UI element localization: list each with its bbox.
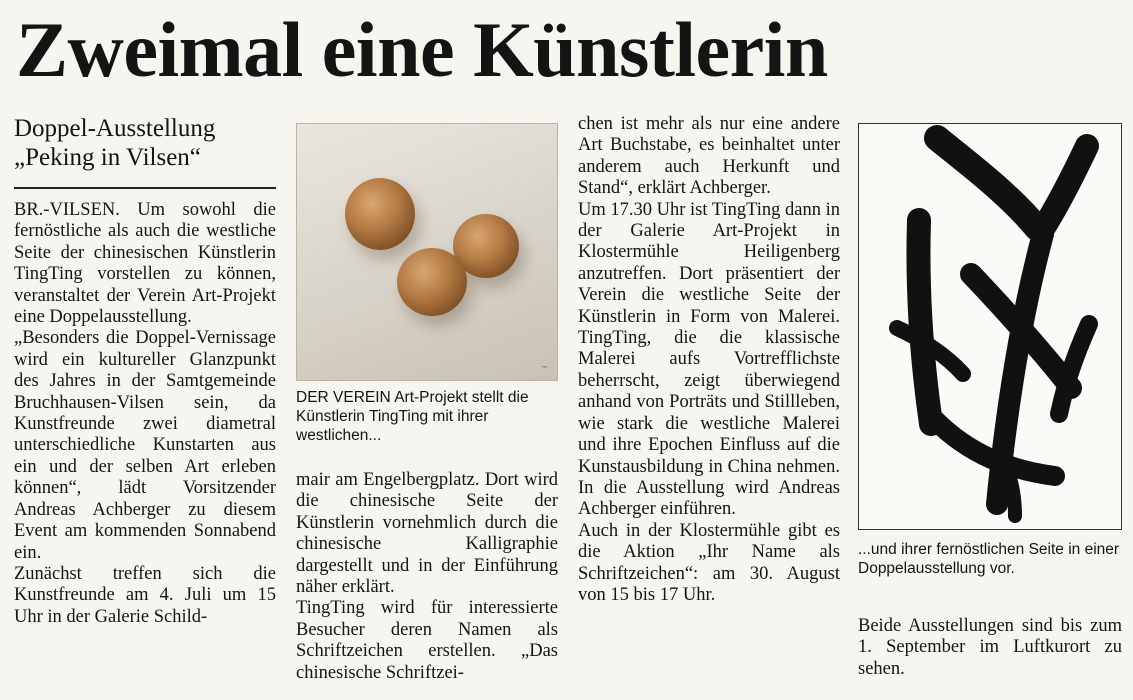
subheadline: Doppel-Ausstellung „Peking in Vilsen“ xyxy=(14,115,216,171)
article-column-4: Beide Ausstellungen sind bis zum 1. September im Luftkurort zu sehen. xyxy=(858,616,1122,679)
article-column-3: chen ist mehr als nur eine andere Art Buchstabe, es beinhaltet unter anderem auch Herkunft und Stand“, erklärt Achberger. Um 17.30 Uhr ist TingTing dann in der Galerie Art-Projekt in Klostermühle Heiligenberg anzutreffen. Dort präsentiert der Verein die westliche Seite der Künstlerin in Form von Malerei. TingTing, die die klassische Malerei aufs Vortrefflichste beherrscht, zeigt überwiegend anhand von Porträts und Stillleben, wie stark die westliche Malerei und ihre Epochen Einfluss auf die Kunstausbildung in China nehmen. In die Ausstellung wird Andreas Achberger einführen. Auch in der Klostermühle gibt es die Aktion „Ihr Name als Schriftzeichen“: am 30. August von 15 bis 17 Uhr. xyxy=(578,114,840,605)
article-column-2: mair am Engelbergplatz. Dort wird die chinesische Seite der Künstlerin vornehmlich durch die chinesische Kalligraphie dargestellt und in der Einführung näher erklärt. TingTing wird für interessierte Besucher deren Namen als Schriftzeichen erstellen. „Das chinesische Schriftzei- xyxy=(296,470,558,683)
calligraphy-caption: ...und ihrer fernöstlichen Seite in einer Doppelausstellung vor. xyxy=(858,541,1120,577)
subheadline-rule xyxy=(14,187,276,189)
article-column-1: BR.-VILSEN. Um sowohl die fernöstliche als auch die westliche Seite der chinesischen Künstlerin TingTing vorstellen zu können, veranstaltet der Verein Art-Projekt eine Doppelausstellung. „Besonders die Doppel-Vernissage wird ein kultureller Glanzpunkt des Jahres in der Samtgemeinde Bruchhausen-Vilsen sein, da Kunstfreunde zwei diametral unterschiedliche Kunstarten aus ein und der selben Art erleben können“, lädt Vorsitzender Andreas Achberger zu diesem Event am kommenden Sonnabend ein. Zunächst treffen sich die Kunstfreunde am 4. Juli um 15 Uhr in der Galerie Schild- xyxy=(14,200,276,627)
calligraphy-image xyxy=(858,123,1122,530)
calligraphy-character-icon xyxy=(859,124,1121,529)
headline: Zweimal eine Künstlerin xyxy=(16,6,828,93)
photo-caption: DER VEREIN Art-Projekt stellt die Künstlerin TingTing mit ihrer westlichen... xyxy=(296,389,529,444)
still-life-photo: ~ xyxy=(296,123,558,381)
